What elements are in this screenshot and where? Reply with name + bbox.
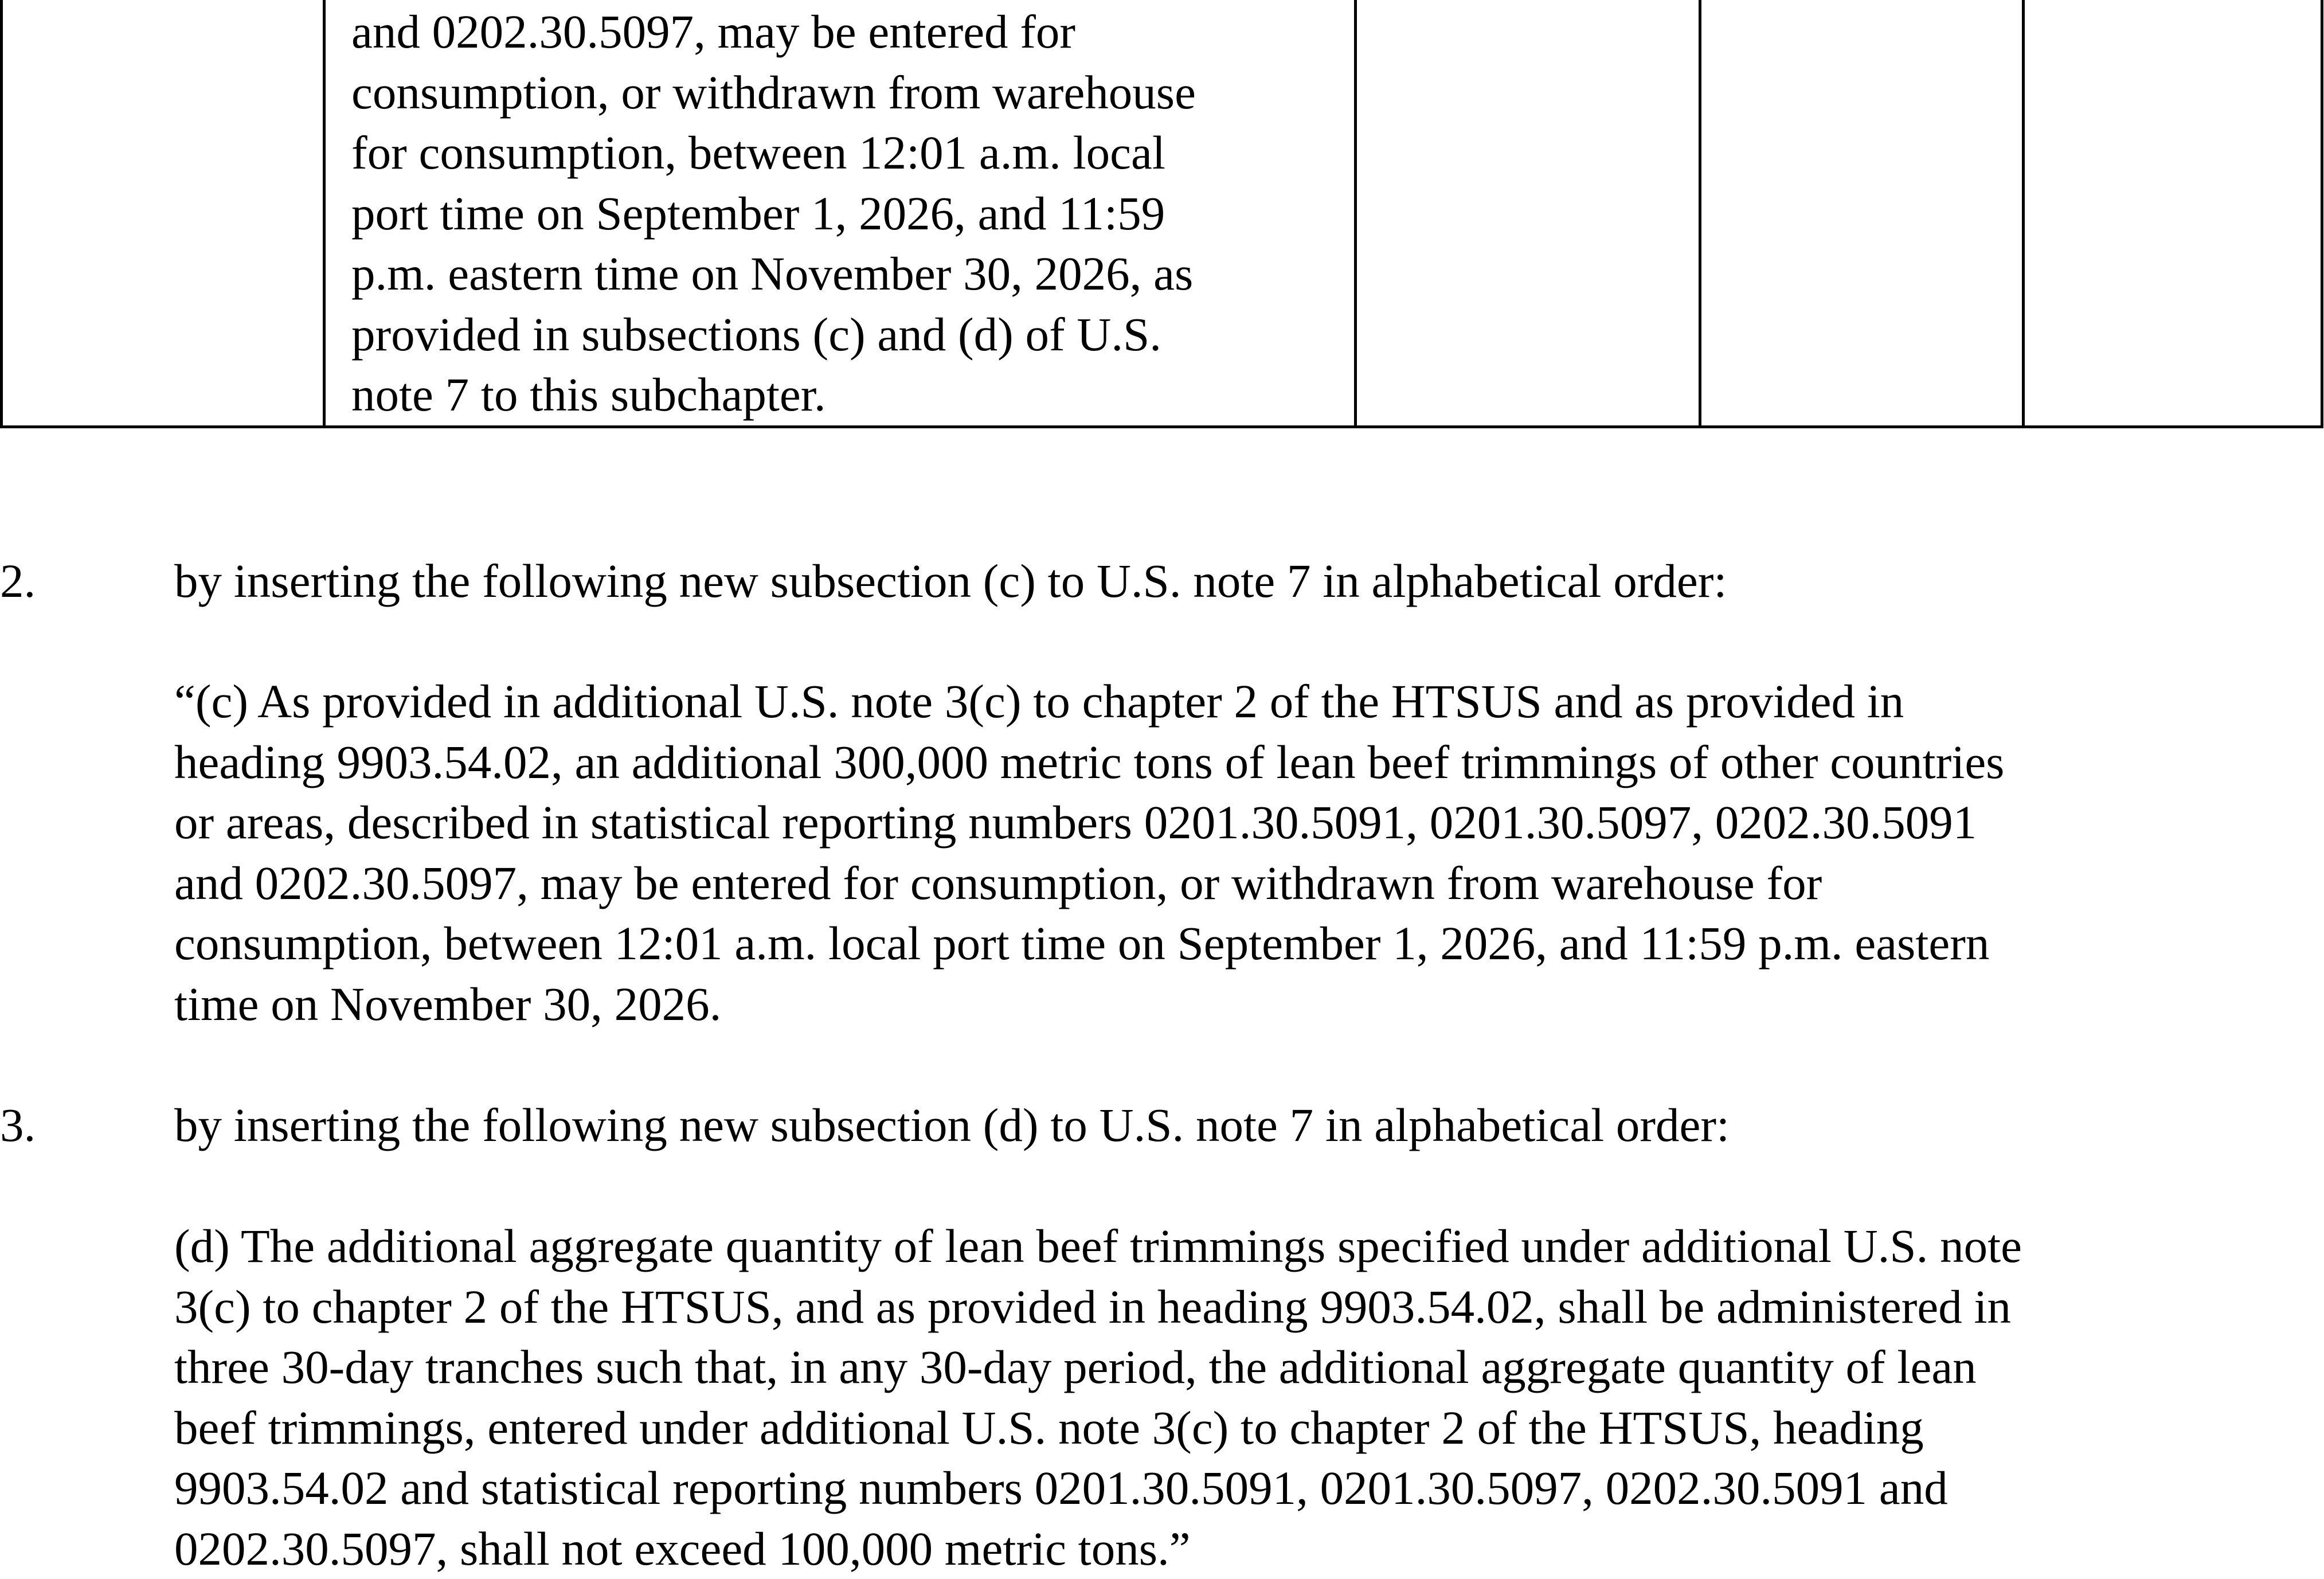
paragraph-line: “(c) As provided in additional U.S. note 3(c) to chapter 2 of the HTSUS and as provided in [174,671,2004,732]
paragraph-line: heading 9903.54.02, an additional 300,000 metric tons of lean beef trimmings of other countries [174,732,2004,793]
rate-general-cell [1356,0,1700,427]
description-line: p.m. eastern time on November 30, 2026, as [351,244,1354,304]
paragraph-line: three 30-day tranches such that, in any 30-day period, the additional aggregate quantity of lean [174,1337,2022,1398]
paragraph-line: 9903.54.02 and statistical reporting numbers 0201.30.5091, 0201.30.5097, 0202.30.5091 and [174,1458,2022,1519]
description-line: provided in subsections (c) and (d) of U.S. [351,304,1354,365]
tariff-table-fragment [0,0,2323,428]
quoted-subsection-c [174,671,2004,1034]
item-instruction: by inserting the following new subsection (c) to U.S. note 7 in alphabetical order: [174,550,1727,611]
heading-cell [2,0,324,427]
description-line: port time on September 1, 2026, and 11:59 [351,183,1354,244]
quoted-subsection-d [174,1216,2022,1579]
paragraph-line: and 0202.30.5097, may be entered for consumption, or withdrawn from warehouse for [174,853,2004,914]
article-description-cell [324,0,1356,427]
description-line: for consumption, between 12:01 a.m. local [351,123,1354,183]
paragraph-line: consumption, between 12:01 a.m. local port time on September 1, 2026, and 11:59 p.m. eastern [174,913,2004,974]
item-instruction: by inserting the following new subsection (d) to U.S. note 7 in alphabetical order: [174,1095,1730,1155]
paragraph-line: or areas, described in statistical reporting numbers 0201.30.5091, 0201.30.5097, 0202.30.5091 [174,792,2004,853]
item-number: 3. [0,1095,36,1155]
table-row [2,0,2322,427]
description-line: consumption, or withdrawn from warehouse [351,62,1354,123]
paragraph-line: time on November 30, 2026. [174,974,2004,1035]
item-number: 2. [0,550,36,611]
paragraph-line: beef trimmings, entered under additional U.S. note 3(c) to chapter 2 of the HTSUS, heading [174,1398,2022,1459]
paragraph-line: 0202.30.5097, shall not exceed 100,000 metric tons.” [174,1519,2022,1579]
description-line: and 0202.30.5097, may be entered for [351,2,1354,62]
rate-special-cell [1700,0,2024,427]
description-line: note 7 to this subchapter. [351,365,1354,425]
article-description-text [326,0,1354,425]
rate-column-2-cell [2024,0,2322,427]
paragraph-line: 3(c) to chapter 2 of the HTSUS, and as provided in heading 9903.54.02, shall be administered in [174,1277,2022,1338]
paragraph-line: (d) The additional aggregate quantity of lean beef trimmings specified under additional U.S. note [174,1216,2022,1277]
